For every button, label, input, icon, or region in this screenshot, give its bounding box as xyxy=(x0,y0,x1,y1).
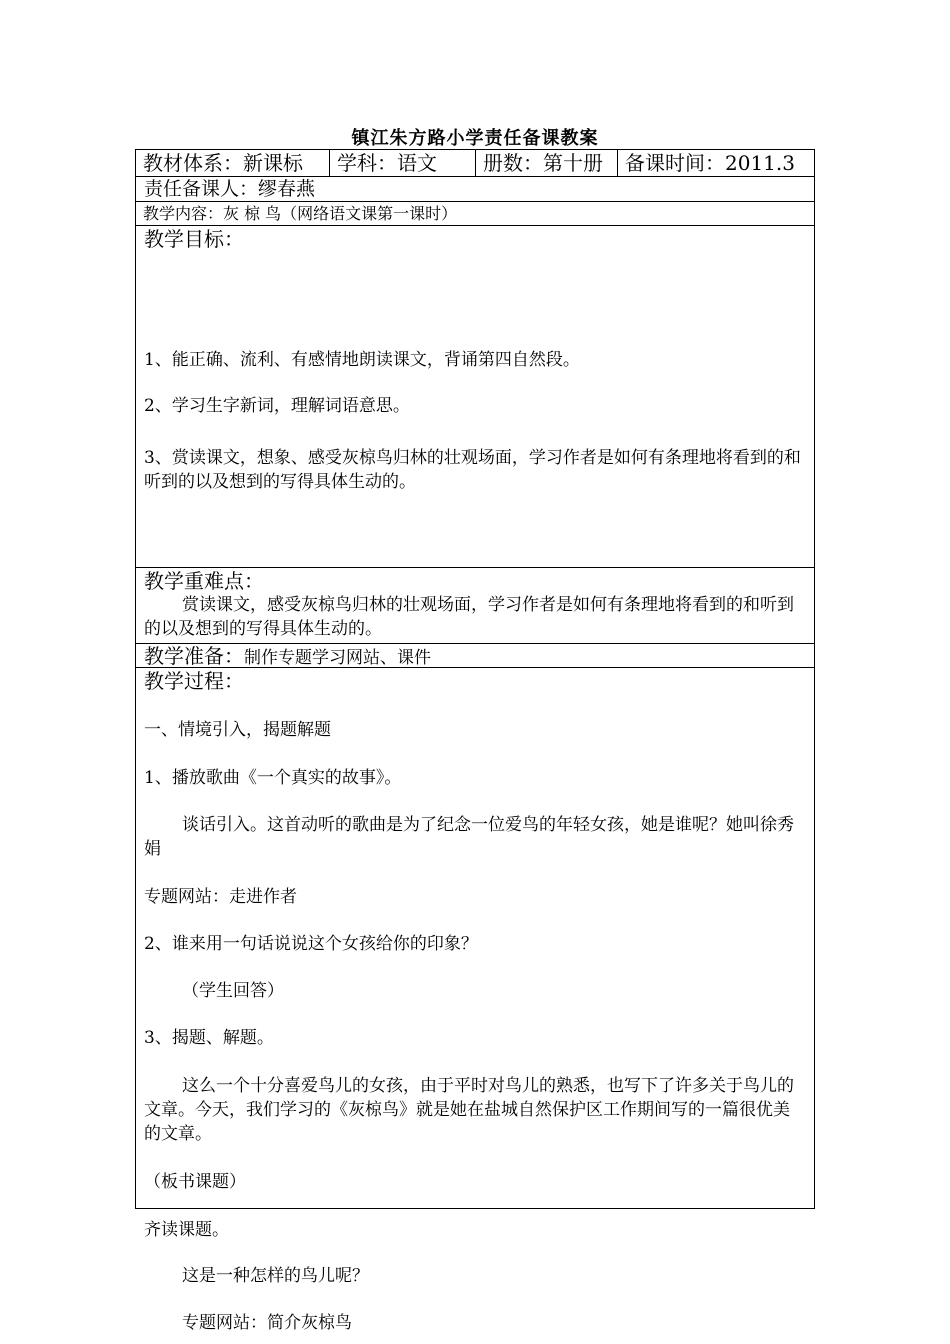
subject-cell: 学科：语文 xyxy=(330,150,476,176)
lesson-plan-table xyxy=(135,149,815,1333)
document-title: 镇江朱方路小学责任备课教案 xyxy=(351,128,599,149)
process-paragraph: 2、谁来用一句话说说这个女孩给你的印象？ xyxy=(144,934,478,954)
header-row xyxy=(136,150,814,177)
process-heading: 教学过程： xyxy=(144,669,244,693)
process-paragraph: 齐读课题。 xyxy=(144,1220,229,1240)
teacher-cell: 责任备课人：缪春燕 xyxy=(144,178,316,200)
goal-item: 1、能正确、流利、有感情地朗读课文，背诵第四自然段。 xyxy=(144,350,580,370)
process-paragraph: 专题网站：简介灰椋鸟 xyxy=(182,1313,352,1333)
prep-label: 教学准备： xyxy=(144,644,244,668)
teacher-row xyxy=(136,177,814,202)
system-cell: 教材体系：新课标 xyxy=(136,150,330,176)
keypoints-section xyxy=(136,568,814,644)
goal-item: 2、学习生字新词，理解词语意思。 xyxy=(144,396,410,416)
content-row xyxy=(136,202,814,226)
process-paragraph: （板书课题） xyxy=(144,1172,246,1192)
process-paragraph: 这么一个十分喜爱鸟儿的女孩，由于平时对鸟儿的熟悉，也写下了许多关于鸟儿的文章。今天，我们学习的《灰椋鸟》就是她在盐城自然保护区工作期间写的一篇很优美的文章。 xyxy=(144,1076,794,1144)
process-paragraph: （学生回答） xyxy=(182,981,284,1001)
goal-item: 3、赏读课文，想象、感受灰椋鸟归林的壮观场面，学习作者是如何有条理地将看到的和听到的以及想到的写得具体生动的。 xyxy=(144,448,801,492)
process-paragraph: 专题网站：走进作者 xyxy=(144,887,297,907)
goals-section xyxy=(136,226,814,568)
prep-cell xyxy=(136,644,814,670)
goals-heading: 教学目标： xyxy=(144,227,244,251)
process-paragraph: 3、揭题、解题。 xyxy=(144,1028,274,1048)
process-paragraph: 一、情境引入，揭题解题 xyxy=(144,720,331,740)
content-cell: 教学内容：灰 椋 鸟（网络语文课第一课时） xyxy=(143,204,458,223)
keypoints-heading: 教学重难点： xyxy=(144,569,264,593)
prep-row xyxy=(136,644,814,668)
date-cell: 备课时间：2011.3 xyxy=(625,151,795,175)
process-section xyxy=(136,668,814,1333)
process-paragraph: 谈话引入。这首动听的歌曲是为了纪念一位爱鸟的年轻女孩，她是谁呢？她叫徐秀娟 xyxy=(144,815,794,859)
process-paragraph: 这是一种怎样的鸟儿呢？ xyxy=(182,1266,369,1286)
process-paragraph: 1、播放歌曲《一个真实的故事》。 xyxy=(144,768,402,788)
keypoints-text: 赏读课文，感受灰椋鸟归林的壮观场面，学习作者是如何有条理地将看到的和听到的以及想到的写得具体生动的。 xyxy=(144,595,794,639)
volume-cell: 册数：第十册 xyxy=(476,150,618,176)
prep-text: 制作专题学习网站、课件 xyxy=(244,648,431,668)
